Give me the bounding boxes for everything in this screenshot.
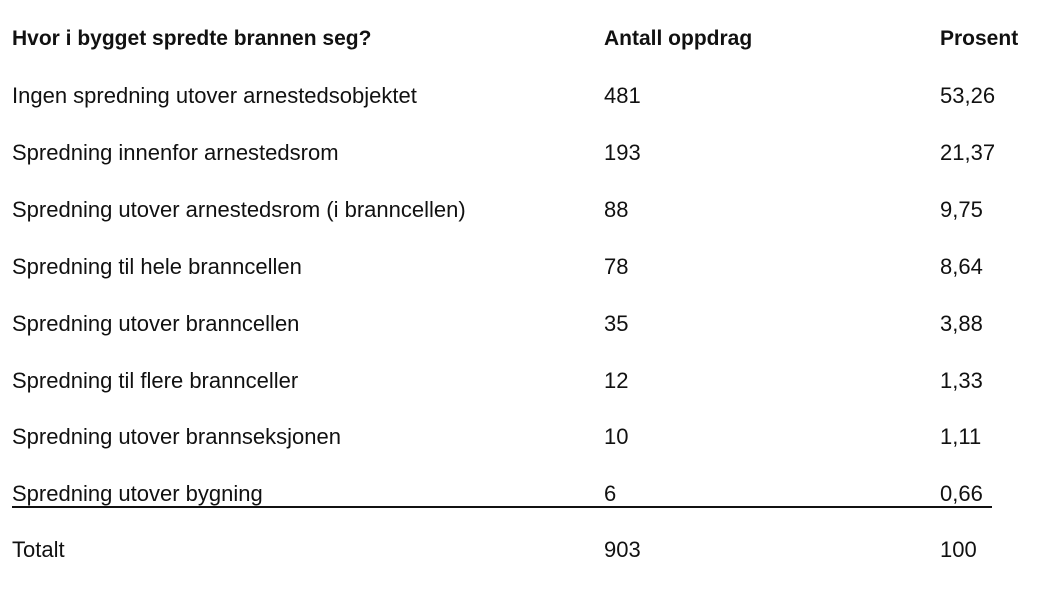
- header-count: Antall oppdrag: [604, 27, 753, 50]
- row-percent: 0,66: [940, 481, 983, 506]
- table-row: [12, 309, 1052, 339]
- row-location: Spredning utover arnestedsrom (i branncellen): [12, 197, 466, 222]
- row-percent: 1,33: [940, 368, 983, 393]
- row-percent: 1,11: [940, 424, 982, 449]
- row-count: 12: [604, 368, 629, 393]
- table-row: [12, 81, 1052, 111]
- row-percent: 21,37: [940, 140, 996, 165]
- row-count: 10: [604, 424, 629, 449]
- header-percent: Prosent: [940, 27, 1019, 50]
- total-row: [12, 535, 1052, 565]
- row-count: 35: [604, 311, 629, 336]
- row-percent: 8,64: [940, 254, 983, 279]
- table-row: [12, 138, 1052, 168]
- table-row: [12, 479, 1052, 509]
- row-percent: 53,26: [940, 83, 996, 108]
- row-location: Spredning innenfor arnestedsrom: [12, 140, 339, 165]
- row-location: Spredning utover brannseksjonen: [12, 424, 342, 449]
- table-row: [12, 422, 1052, 452]
- row-location: Ingen spredning utover arnestedsobjektet: [12, 83, 417, 108]
- row-count: 193: [604, 140, 641, 165]
- total-label: Totalt: [12, 537, 65, 562]
- table-row: [12, 252, 1052, 282]
- row-location: Spredning til flere brannceller: [12, 368, 299, 393]
- total-divider-line: [12, 506, 992, 508]
- row-location: Spredning utover branncellen: [12, 311, 300, 336]
- row-count: 88: [604, 197, 629, 222]
- header-location: Hvor i bygget spredte brannen seg?: [12, 27, 372, 50]
- total-count: 903: [604, 537, 641, 562]
- table-row: [12, 195, 1052, 225]
- row-percent: 9,75: [940, 197, 983, 222]
- row-location: Spredning utover bygning: [12, 481, 263, 506]
- row-count: 481: [604, 83, 641, 108]
- total-percent: 100: [940, 537, 977, 562]
- row-percent: 3,88: [940, 311, 983, 336]
- row-location: Spredning til hele branncellen: [12, 254, 302, 279]
- row-count: 78: [604, 254, 629, 279]
- table-header-row: [12, 0, 1052, 82]
- table-row: [12, 366, 1052, 396]
- row-count: 6: [604, 481, 617, 506]
